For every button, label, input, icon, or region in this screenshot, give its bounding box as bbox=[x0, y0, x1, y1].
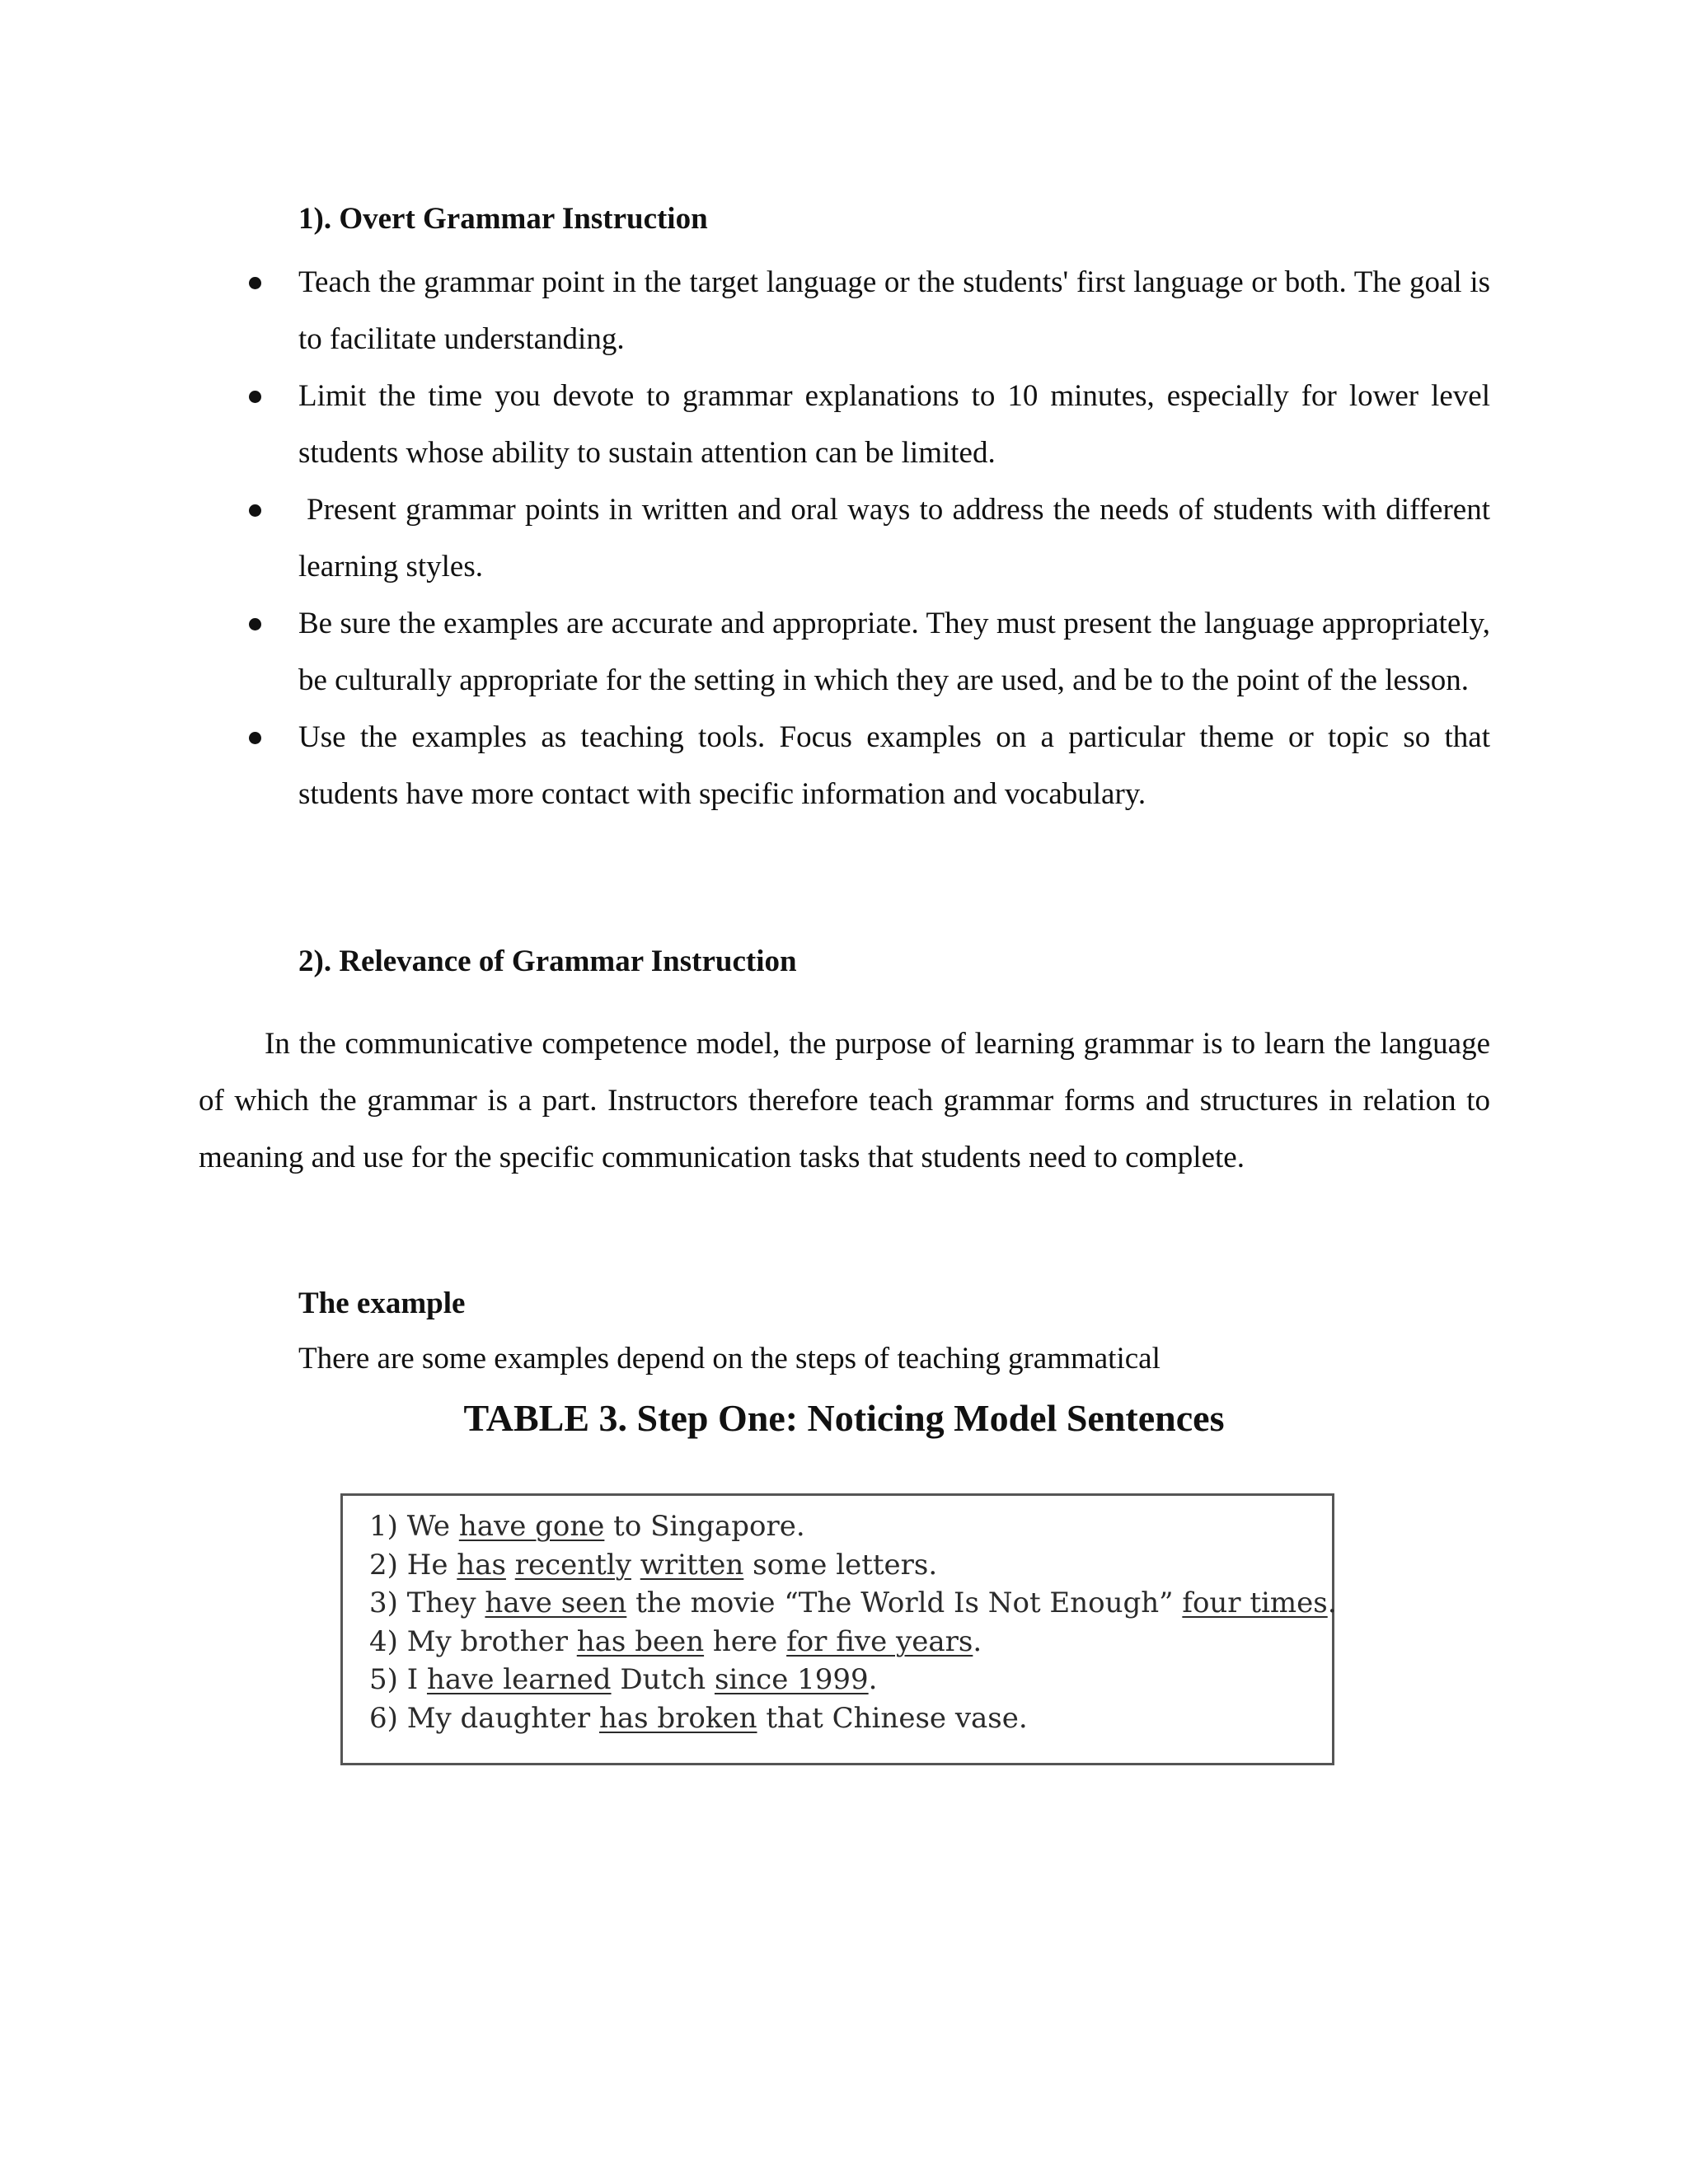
sentence-text: 4) My brother bbox=[369, 1624, 577, 1658]
bullet-icon bbox=[249, 732, 261, 744]
sentence-text: Dutch bbox=[611, 1663, 715, 1696]
list-item-text: Use the examples as teaching tools. Focus examples on a particular theme or topic so that students have more contact with specific information and vocabulary. bbox=[298, 720, 1490, 811]
sentence-text: to Singapore. bbox=[604, 1510, 805, 1543]
sentence-text: that Chinese vase. bbox=[757, 1701, 1028, 1735]
example-intro-text: There are some examples depend on the steps of teaching grammatical bbox=[298, 1342, 1160, 1376]
underlined-phrase: since 1999 bbox=[714, 1663, 869, 1696]
bullet-icon bbox=[249, 618, 261, 630]
body-paragraph: In the communicative competence model, the purpose of learning grammar is to learn the language of which the grammar is a part. Instructors therefore teach grammar forms and structures in relation to meaning and use for the specific communication tasks that students need to complete. bbox=[199, 1027, 1490, 1174]
model-sentences-figure bbox=[340, 1493, 1337, 1765]
sentence-text bbox=[506, 1549, 515, 1582]
list-item-text: Be sure the examples are accurate and appropriate. They must present the language appropriately, be culturally appropriate for the setting in which they are used, and be to the point of the lesson. bbox=[298, 607, 1490, 697]
model-sentence bbox=[369, 1699, 1337, 1738]
model-sentence bbox=[369, 1546, 1337, 1585]
table-title: TABLE 3. Step One: Noticing Model Sentences bbox=[463, 1397, 1225, 1439]
sentence-text: here bbox=[704, 1624, 787, 1658]
model-sentence bbox=[369, 1507, 1337, 1546]
sentence-text: 3) They bbox=[369, 1586, 485, 1619]
example-heading: The example bbox=[298, 1286, 466, 1320]
sentence-text: the movie “The World Is Not Enough” bbox=[626, 1586, 1183, 1619]
sentence-text: . bbox=[973, 1624, 982, 1658]
list-item-text: Limit the time you devote to grammar explanations to 10 minutes, especially for lower level students whose ability to sustain attention can be limited. bbox=[298, 379, 1490, 470]
list-item bbox=[247, 368, 1490, 481]
bullet-list bbox=[247, 254, 1490, 823]
underlined-phrase: written bbox=[640, 1548, 744, 1582]
sentence-text: 2) He bbox=[369, 1548, 457, 1582]
bullet-icon bbox=[249, 277, 261, 289]
list-item bbox=[247, 481, 1490, 595]
sentence-text bbox=[631, 1549, 640, 1582]
underlined-phrase: recently bbox=[514, 1548, 631, 1582]
bullet-icon bbox=[249, 391, 261, 403]
underlined-phrase: four times bbox=[1182, 1586, 1328, 1619]
underlined-phrase: has bbox=[457, 1548, 506, 1582]
section-heading-relevance: 2). Relevance of Grammar Instruction bbox=[298, 944, 797, 978]
underlined-phrase: has broken bbox=[598, 1701, 757, 1735]
sentence-text: 1) We bbox=[369, 1510, 459, 1543]
sentence-text: 5) I bbox=[369, 1663, 427, 1696]
sentence-text: . bbox=[1327, 1586, 1337, 1619]
underlined-phrase: for five years bbox=[786, 1624, 973, 1658]
list-item-text: Present grammar points in written and oral ways to address the needs of students with different learning styles. bbox=[298, 493, 1490, 583]
list-item-text: Teach the grammar point in the target language or the students' first language or both. The goal is to facilitate understanding. bbox=[298, 265, 1490, 356]
sentence-text: 6) My daughter bbox=[369, 1701, 599, 1735]
underlined-phrase: have learned bbox=[426, 1663, 612, 1696]
bullet-icon bbox=[249, 504, 261, 517]
model-sentence bbox=[369, 1584, 1337, 1623]
underlined-phrase: have gone bbox=[458, 1510, 605, 1543]
model-sentence bbox=[369, 1661, 1337, 1699]
section-heading-overt-grammar: 1). Overt Grammar Instruction bbox=[298, 202, 708, 236]
list-item bbox=[247, 254, 1490, 368]
list-item bbox=[247, 595, 1490, 709]
model-sentence bbox=[369, 1623, 1337, 1661]
sentence-text: some letters. bbox=[743, 1548, 938, 1582]
model-sentences-list bbox=[369, 1507, 1337, 1737]
underlined-phrase: has been bbox=[576, 1624, 705, 1658]
list-item bbox=[247, 709, 1490, 823]
underlined-phrase: have seen bbox=[485, 1586, 627, 1619]
sentence-text: . bbox=[868, 1663, 878, 1696]
